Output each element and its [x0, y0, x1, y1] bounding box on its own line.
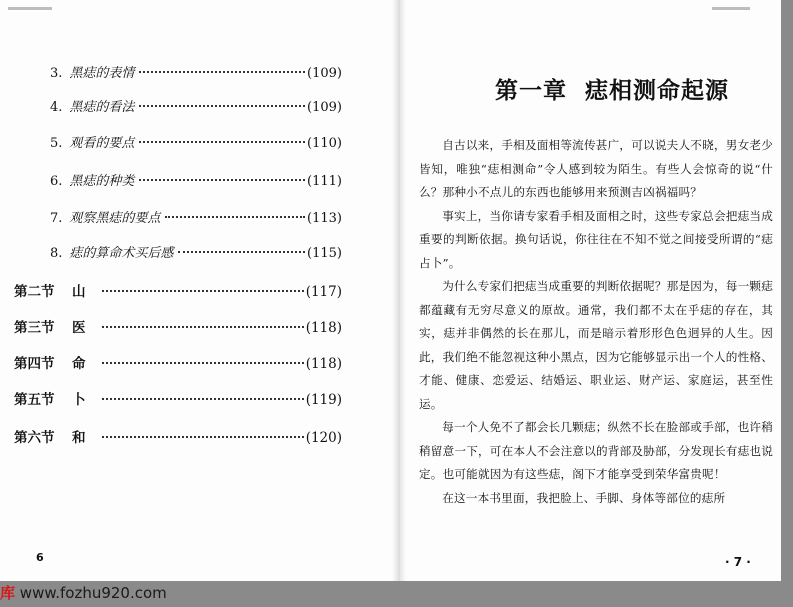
- chapter-title: 痣相测命起源: [585, 78, 729, 104]
- toc-subitem-label: 黑痣的表情: [69, 66, 135, 81]
- right-page: [403, 0, 781, 581]
- toc-section: [14, 388, 342, 408]
- toc-leader-dots: [165, 216, 305, 218]
- paragraph: 每一个人免不了都会长几颗痣；纵然不长在脸部或手部，也许稍稍留意一下，可在本人不会注意以的背部及胁部，分发现长有痣也说定。也可能就因为有这些痣，阁下才能享受到荣华富贵呢！: [419, 420, 773, 481]
- site-watermark: [0, 582, 167, 604]
- paragraph: 为什么专家们把痣当成重要的判断依据呢？那是因为，每一颗痣都蕴藏有无穷尽意义的原故。通常，我们都不太在乎痣的存在，其实，痣并非偶然的长在那儿，而是暗示着形形色色迥异的人生。因此，我们绝不能忽视这种小黑点，因为它能够显示出一个人的性格、才能、健康、恋爱运、结婚运、职业运、财产运、家庭运，甚至性运。: [419, 279, 773, 411]
- toc-page-ref: (120): [305, 430, 342, 446]
- toc-section: [14, 316, 342, 336]
- toc-page-ref: (115): [307, 246, 342, 261]
- toc-page-ref: (110): [307, 136, 342, 151]
- paragraph: 事实上，当你请专家看手相及面相之时，这些专家总会把痣当成重要的判断依据。换句话说，你往往在不知不觉之间接受所谓的“痣占卜”。: [419, 208, 773, 270]
- toc-subitem-label: 痣的算命术买后感: [69, 246, 174, 261]
- toc-subitem: 4. 黑痣的看法 (109): [50, 96, 342, 115]
- toc-leader-dots: [139, 179, 305, 181]
- toc-page-ref: (118): [305, 356, 342, 372]
- toc-page-ref: (117): [305, 284, 342, 300]
- toc-section: [14, 280, 342, 300]
- toc-page-ref: (109): [307, 100, 342, 115]
- watermark-brand: 库: [0, 584, 16, 602]
- toc-section-title: 山: [72, 284, 86, 300]
- toc-leader-dots: [139, 141, 305, 143]
- toc-page-ref: (118): [305, 320, 342, 336]
- chapter-label: 第一章: [495, 78, 567, 104]
- toc-section-title: 卜: [72, 392, 86, 408]
- toc-subitem: 5. 观看的要点 (110): [50, 132, 342, 151]
- watermark-url: www.fozhu920.com: [19, 584, 167, 602]
- page-number-left: 6: [36, 551, 44, 564]
- toc-subitem-label: 黑痣的种类: [69, 174, 135, 189]
- toc-leader-dots: [102, 290, 304, 292]
- toc-leader-dots: [102, 398, 304, 400]
- toc-subitem: 6. 黑痣的种类 (111): [50, 170, 342, 189]
- chapter-heading: [495, 72, 765, 105]
- left-page: [0, 0, 395, 581]
- toc-section-title: 和: [72, 430, 86, 446]
- paragraph: 自古以来，手相及面相等流传甚广，可以说夫人不晓，男女老少皆知，唯独“痣相测命”令人感到较为陌生。有些人会惊奇的说“什么？那种小不点儿的东西也能够用来预测吉凶祸福吗？: [419, 138, 773, 199]
- toc-section-title: 命: [72, 356, 86, 372]
- toc-section-label: 第三节: [14, 320, 55, 336]
- toc-subitem-label: 观察黑痣的要点: [69, 211, 161, 226]
- toc-subitem: 7. 观察黑痣的要点 (113): [50, 207, 342, 226]
- toc-subitem: 3. 黑痣的表情 (109): [50, 62, 342, 81]
- toc-leader-dots: [102, 326, 304, 328]
- page-number-right: · 7 ·: [725, 555, 751, 569]
- toc-page-ref: (111): [307, 174, 342, 189]
- toc-subitem: 8. 痣的算命术买后感 (115): [50, 242, 342, 261]
- toc-page-ref: (119): [305, 392, 342, 408]
- chapter-body: [419, 134, 773, 510]
- toc-leader-dots: [139, 105, 305, 107]
- toc-leader-dots: [102, 436, 304, 438]
- toc-subitem-label: 观看的要点: [69, 136, 135, 151]
- toc-subitem-label: 黑痣的看法: [69, 100, 135, 115]
- toc-section-label: 第四节: [14, 356, 55, 372]
- toc-section: [14, 426, 342, 446]
- paragraph: 在这一本书里面，我把脸上、手脚、身体等部位的痣所: [442, 490, 726, 505]
- toc-section-label: 第六节: [14, 430, 55, 446]
- toc-leader-dots: [139, 71, 305, 73]
- toc-section-label: 第五节: [14, 392, 55, 408]
- toc-section: [14, 352, 342, 372]
- toc-section-title: 医: [72, 320, 86, 336]
- toc-leader-dots: [102, 362, 304, 364]
- toc-page-ref: (109): [307, 66, 342, 81]
- toc-section-label: 第二节: [14, 284, 55, 300]
- toc-leader-dots: [178, 251, 305, 253]
- toc-page-ref: (113): [307, 211, 342, 226]
